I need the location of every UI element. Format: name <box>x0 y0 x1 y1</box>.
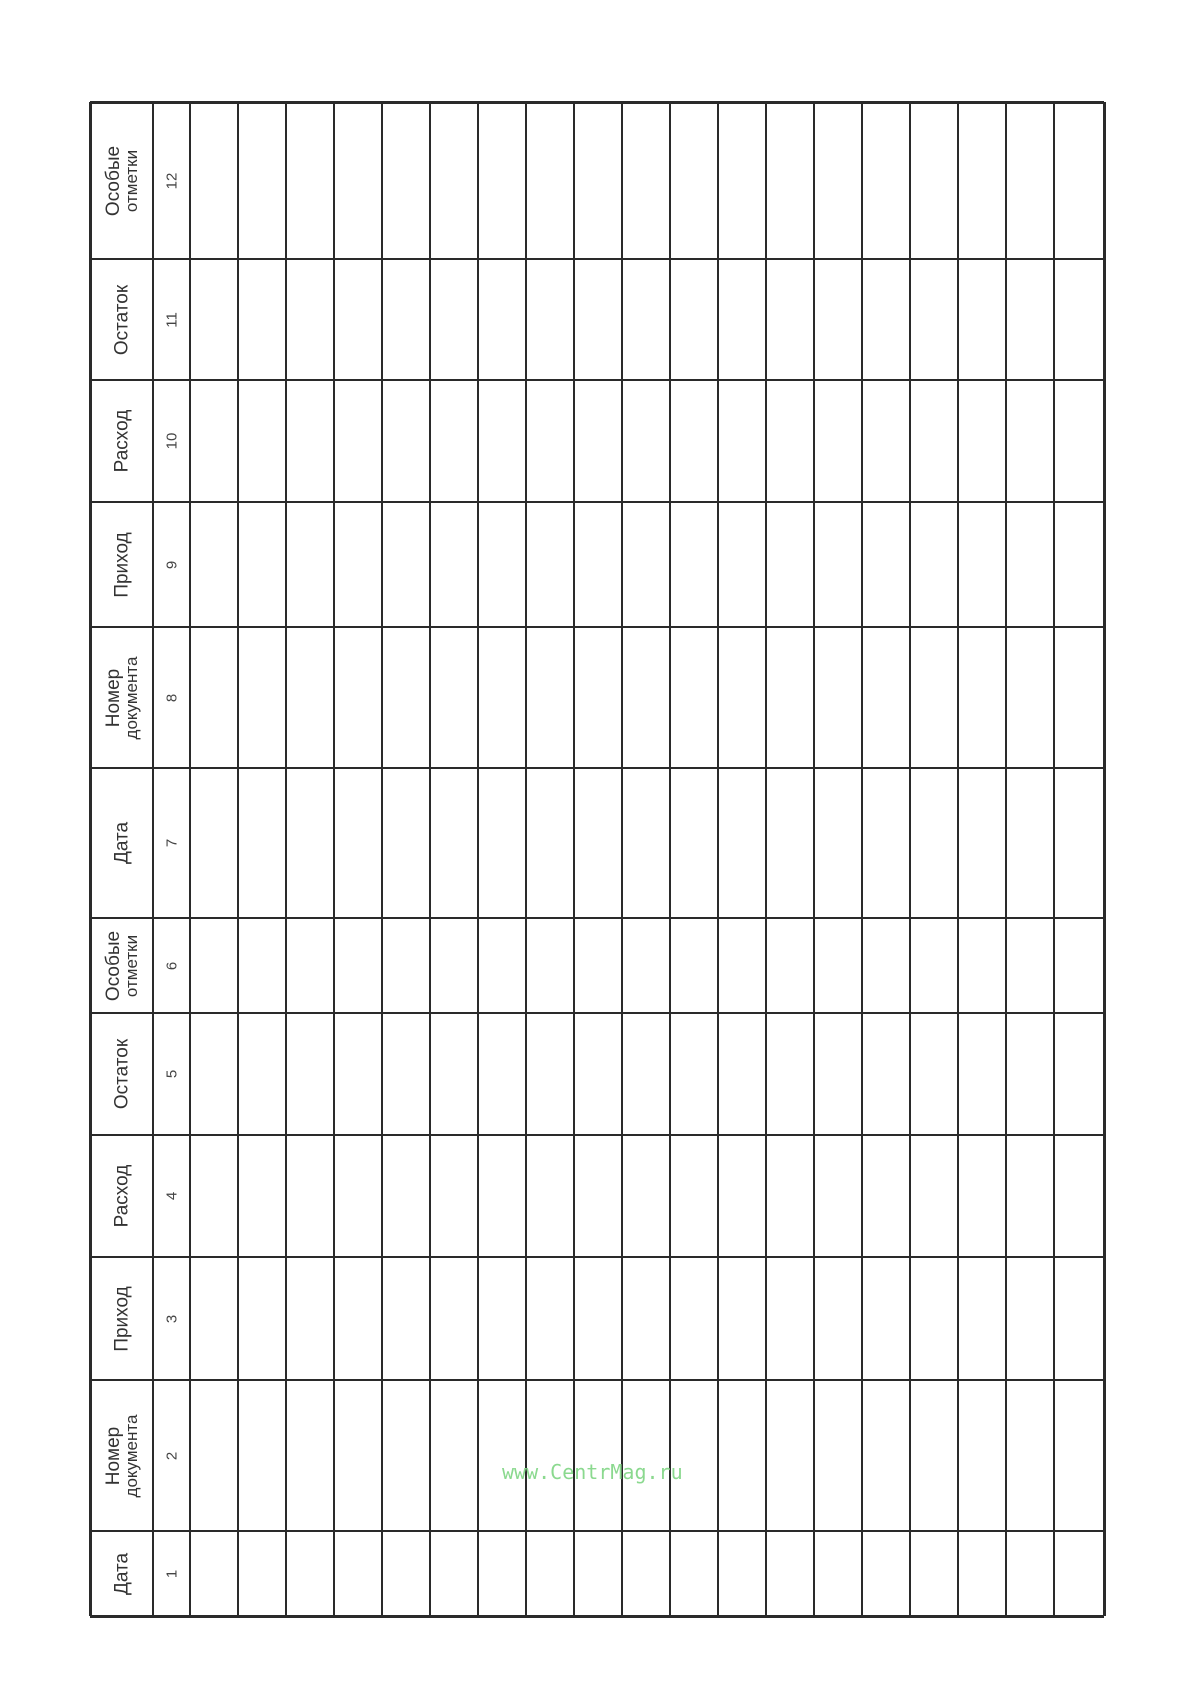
row-divider <box>285 102 287 1616</box>
column-divider <box>90 767 1104 769</box>
row-divider <box>765 102 767 1616</box>
row-divider <box>525 102 527 1616</box>
row-divider <box>152 102 153 1616</box>
watermark: www.CentrMag.ru <box>502 1460 683 1484</box>
column-number: 8 <box>163 693 180 702</box>
column-header: Особые отметки <box>102 930 141 1001</box>
column-header: Расход <box>111 1164 132 1228</box>
column-divider <box>90 258 1104 260</box>
column-header: Остаток <box>111 284 132 355</box>
column-divider <box>90 1530 1104 1532</box>
row-divider <box>621 102 623 1616</box>
row-divider <box>237 102 239 1616</box>
column-header: Номер документа <box>102 656 141 739</box>
row-divider <box>477 102 479 1616</box>
row-divider <box>381 102 383 1616</box>
column-header: Особые отметки <box>102 145 141 216</box>
row-divider <box>1053 102 1055 1616</box>
form-border <box>90 101 1104 104</box>
column-divider <box>90 379 1104 381</box>
form-border <box>89 102 92 1616</box>
column-number: 12 <box>163 172 180 189</box>
row-divider <box>189 102 190 1616</box>
column-number: 7 <box>163 838 180 848</box>
row-divider <box>429 102 431 1616</box>
column-number: 9 <box>163 560 180 569</box>
column-divider <box>90 626 1104 628</box>
column-number: 3 <box>163 1314 180 1323</box>
row-divider <box>333 102 335 1616</box>
column-divider <box>90 501 1104 503</box>
form-border <box>1103 102 1106 1616</box>
column-header: Дата <box>111 821 132 865</box>
row-divider <box>957 102 959 1616</box>
row-divider <box>717 102 719 1616</box>
column-number: 5 <box>163 1069 180 1079</box>
column-header: Приход <box>111 1285 132 1352</box>
row-divider <box>909 102 911 1616</box>
column-number: 11 <box>163 311 180 328</box>
column-number: 4 <box>163 1191 180 1201</box>
column-header: Приход <box>111 531 132 598</box>
column-header: Расход <box>111 409 132 473</box>
column-divider <box>90 1134 1104 1136</box>
row-divider <box>813 102 815 1616</box>
column-number: 10 <box>163 432 180 450</box>
column-divider <box>90 1379 1104 1381</box>
column-header: Остаток <box>111 1038 132 1110</box>
column-divider <box>90 1012 1104 1014</box>
form-border <box>90 1615 1104 1618</box>
row-divider <box>669 102 671 1616</box>
row-divider <box>573 102 575 1616</box>
column-number: 2 <box>163 1451 180 1460</box>
column-number: 6 <box>163 961 180 970</box>
column-divider <box>90 1256 1104 1258</box>
column-divider <box>90 917 1104 919</box>
column-number: 1 <box>163 1569 180 1578</box>
row-divider <box>1005 102 1007 1616</box>
column-header: Дата <box>111 1552 132 1595</box>
column-header: Номер документа <box>102 1414 141 1497</box>
row-divider <box>861 102 863 1616</box>
